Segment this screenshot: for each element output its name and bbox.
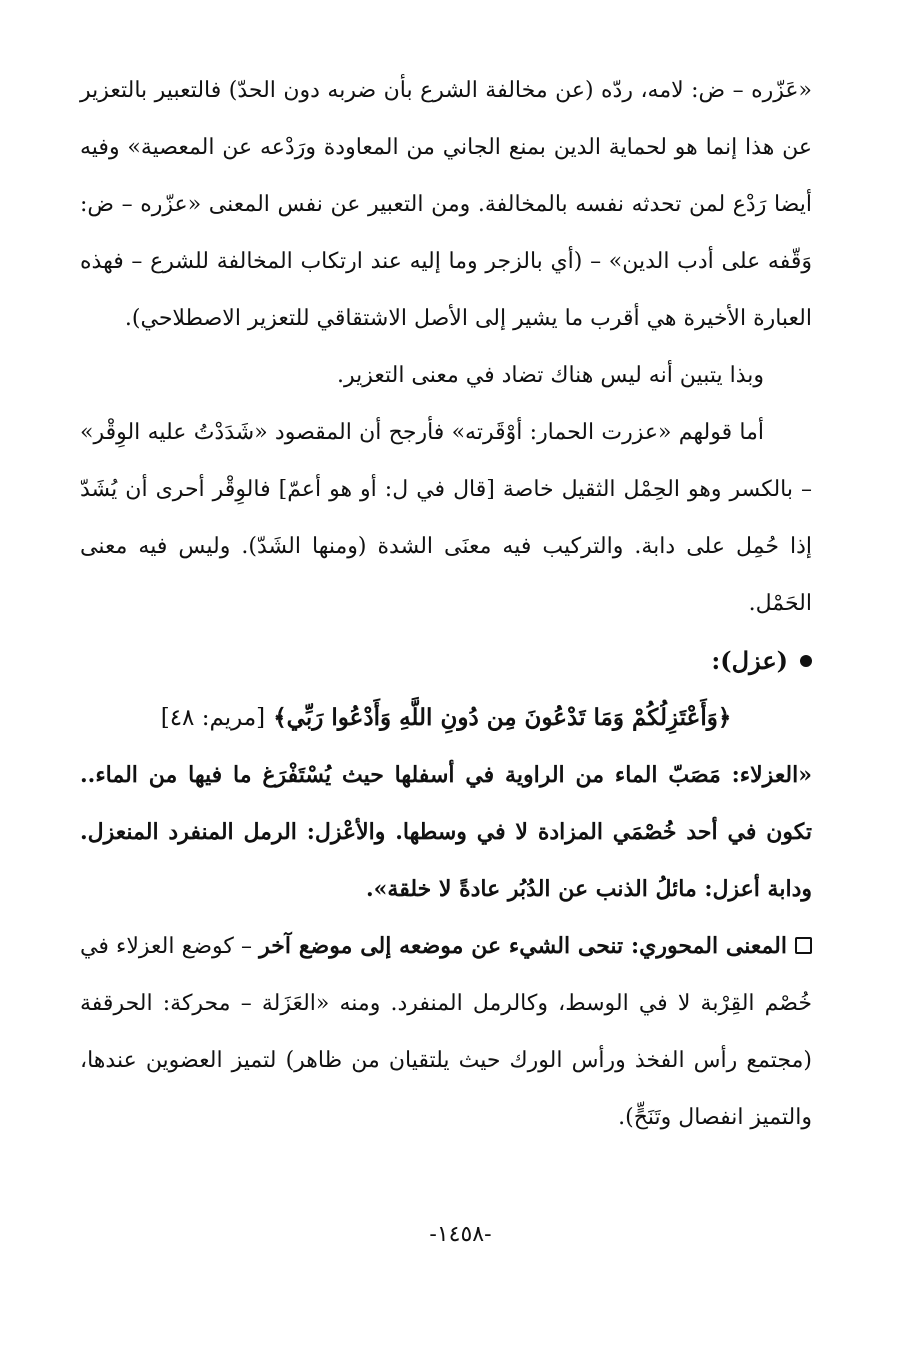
page-body (80, 62, 812, 1146)
entry-heading-azl (80, 632, 812, 689)
verse-text: ﴿وَأَعْتَزِلُكُمْ وَمَا تَدْعُونَ مِن دُونِ اللَّهِ وَأَدْعُوا رَبِّي﴾ (273, 704, 732, 731)
bullet-icon (800, 655, 812, 667)
paragraph-donkey-load: أما قولهم «عزرت الحمار: أوْقَرته» فأرجح أن المقصود «شَدَدْتُ عليه الوِقْر» – بالكسر وهو الحِمْل الثقيل خاصة [قال في ل: أو هو أعمّ] فالوِقْر أحرى أن يُشَدّ إذا حُمِل على دابة. والتركيب فيه معنَى الشدة (ومنها الشَدّ). وليس فيه معنى الحَمْل. (80, 420, 812, 616)
square-box-icon (795, 937, 812, 954)
page-number: -١٤٥٨- (429, 1222, 492, 1247)
entry-heading-text: (عزل): (711, 646, 788, 675)
lexical-definition: «العزلاء: مَصَبّ الماء من الراوية في أسفلها حيث يُسْتَفْرَغ ما فيها من الماء.. تكون في أحد خُصْمَي المزادة لا في وسطها. والأعْزل: الرمل المنفرد المنعزل. ودابة أعزل: مائلُ الذنب عن الدُبُر عادةً لا خلقة». (80, 762, 812, 902)
core-meaning-paragraph (80, 918, 812, 1146)
core-meaning-text: – كوضع العزلاء في خُصْم القِرْبة لا في الوسط، وكالرمل المنفرد. ومنه «العَزَلة – محركة: الحرقفة (مجتمع رأس الفخذ ورأس الورك حيث يلتقيان من ظاهر) لتميز العضوين عندها، والتميز انفصال وتَنَحٍّ). (80, 934, 812, 1130)
paragraph-tazir-definition: «عَزّره – ض: لامه، ردّه (عن مخالفة الشرع بأن ضربه دون الحدّ) فالتعبير بالتعزير عن هذا إنما هو لحماية الدين بمنع الجاني من المعاودة ورَدْعه عن المعصية» وفيه أيضا رَدْع لمن تحدثه نفسه بالمخالفة. ومن التعبير عن نفس المعنى «عزّره – ض: وَقّفه على أدب الدين» – (أي بالزجر وما إليه عند ارتكاب المخالفة للشرع – فهذه العبارة الأخيرة هي أقرب ما يشير إلى الأصل الاشتقاقي للتعزير الاصطلاحي). (80, 78, 812, 331)
verse-reference: [مريم: ٤٨] (160, 705, 266, 731)
quran-verse (80, 689, 812, 747)
paragraph-no-contradiction: وبذا يتبين أنه ليس هناك تضاد في معنى التعزير. (336, 363, 764, 388)
core-meaning-label: المعنى المحوري: تنحى الشيء عن موضعه إلى موضع آخر (259, 933, 788, 959)
